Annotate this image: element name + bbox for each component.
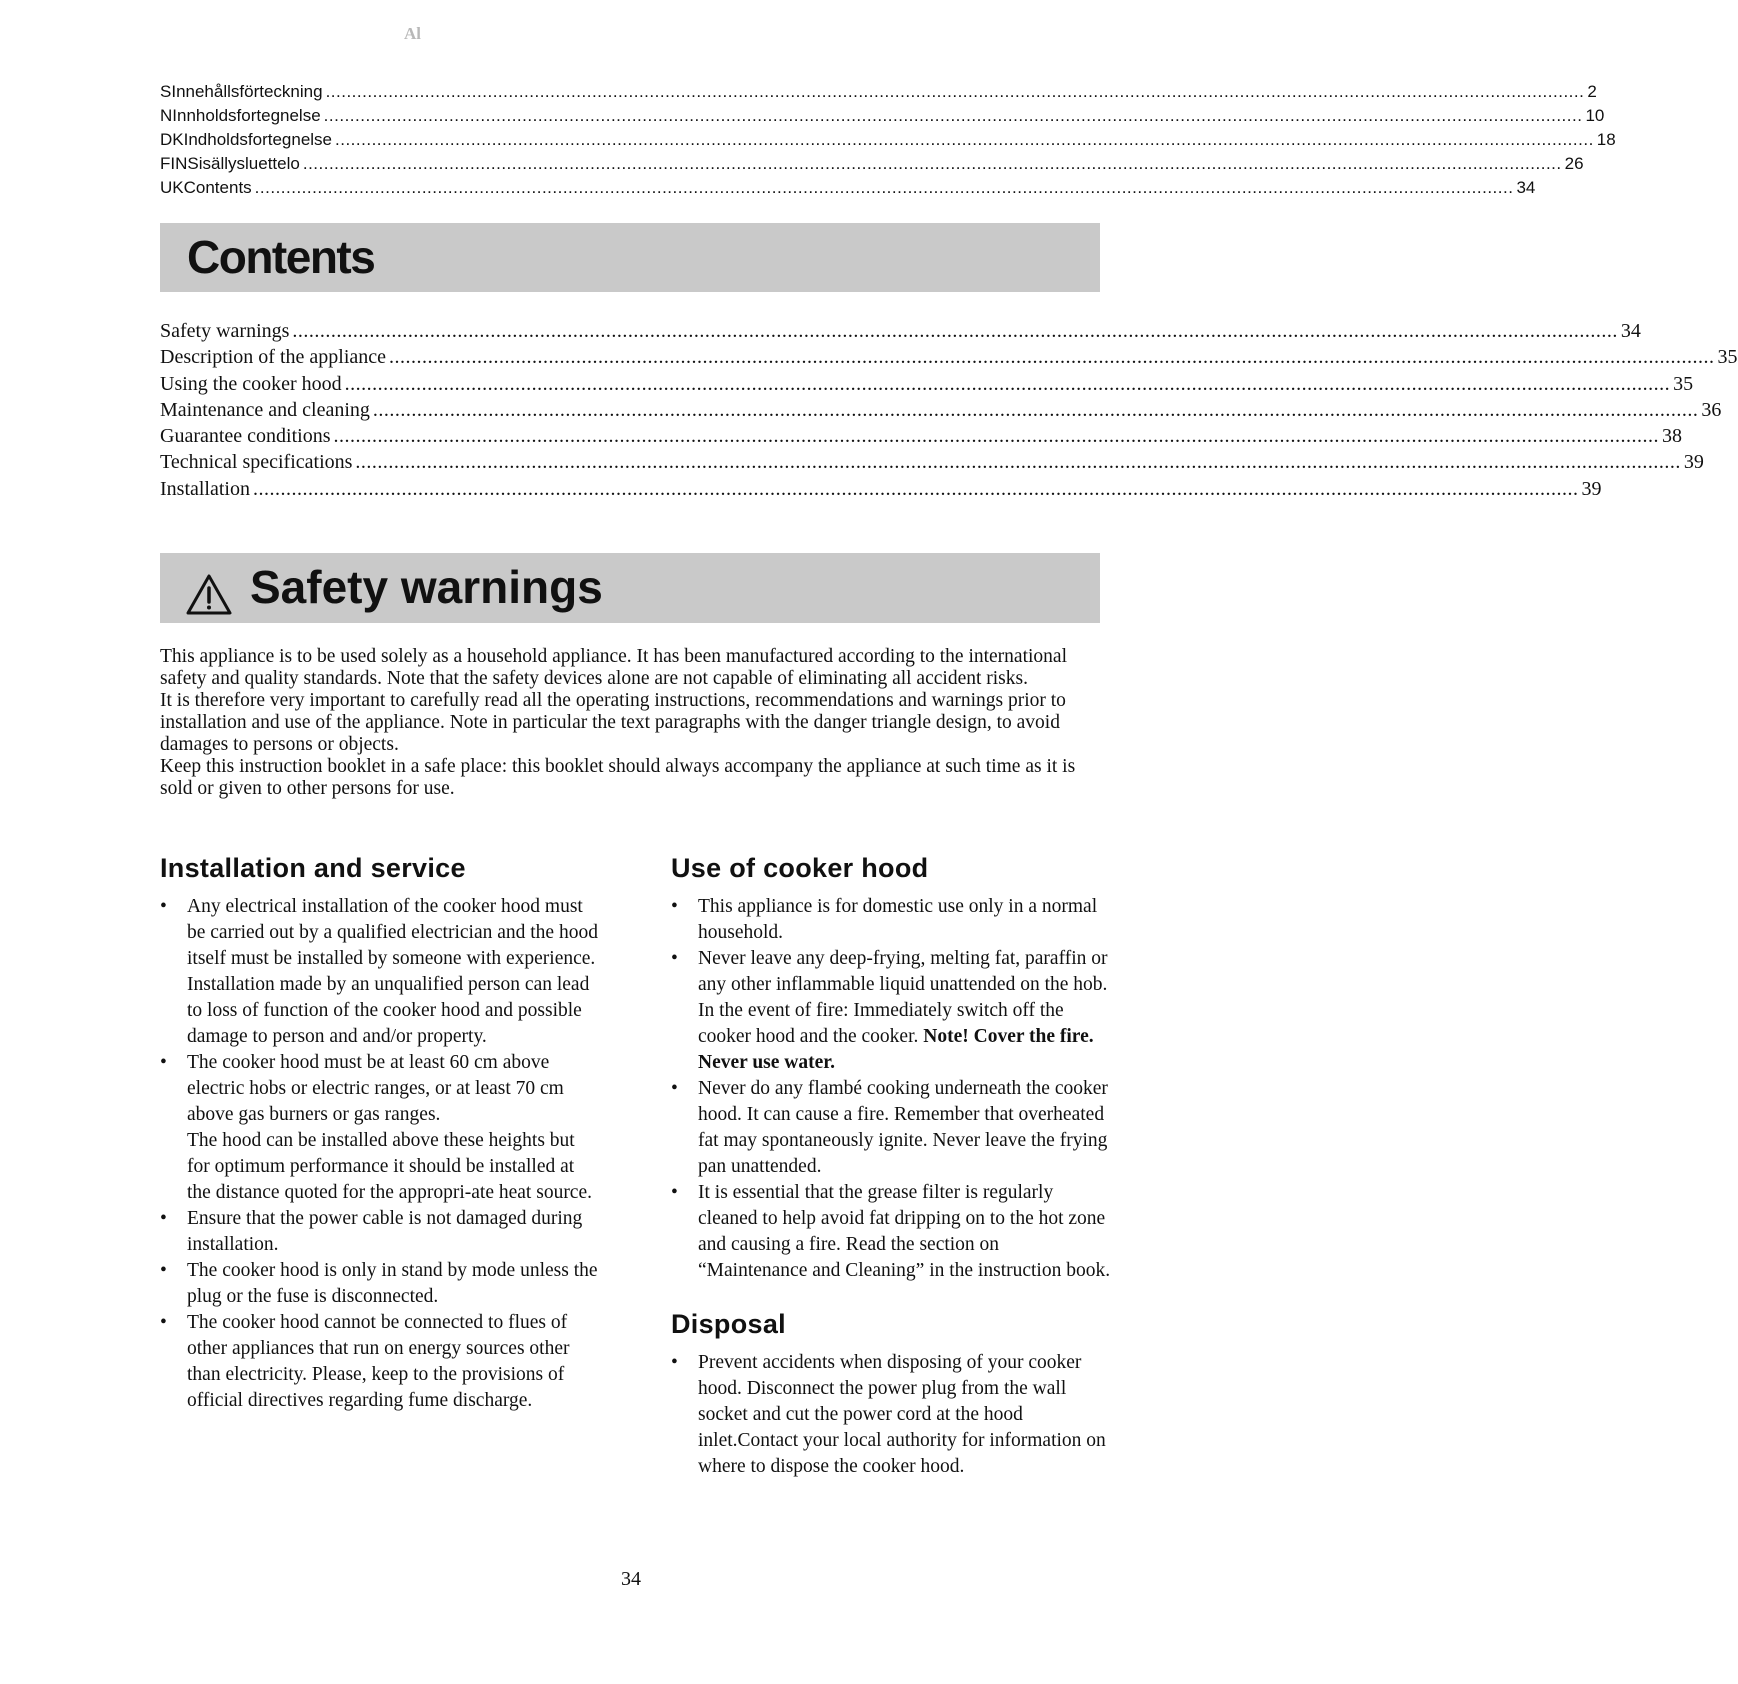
lang-title: Indholdsfortegnelse bbox=[183, 130, 333, 149]
list-item-text: Never leave any deep-frying, melting fat, paraffin or any other inflammable liquid unattended on the hob. In the event of fire: Immediately switch off the cooker hood and the cooker. bbox=[698, 948, 1108, 1047]
contents-list bbox=[160, 318, 1738, 502]
toc-row bbox=[160, 371, 1694, 397]
list-item-text: The cooker hood must be at least 60 cm above electric hobs or electric ranges, or at least 70 cm above gas burners or gas ranges. bbox=[187, 1052, 564, 1125]
list-item: • Ensure that the power cable is not damaged during installation. bbox=[160, 1206, 600, 1258]
use-cooker-hood-section bbox=[671, 850, 1111, 1480]
toc-page: 35 bbox=[1717, 346, 1738, 369]
toc-title: Maintenance and cleaning bbox=[160, 398, 370, 421]
lang-code: DK bbox=[160, 130, 184, 149]
lang-row bbox=[160, 176, 1536, 200]
toc-page: 36 bbox=[1701, 398, 1722, 421]
lang-row bbox=[160, 152, 1584, 176]
list-item bbox=[160, 1050, 600, 1206]
toc-page: 39 bbox=[1683, 451, 1704, 474]
installation-service-section bbox=[160, 850, 600, 1414]
safety-banner bbox=[160, 553, 1100, 623]
toc-title: Technical specifications bbox=[160, 451, 353, 474]
list-item-text: The hood can be installed above these heights but for optimum performance it should be installed at the distance quoted for the appropri-ate heat source. bbox=[187, 1130, 592, 1203]
toc-row bbox=[160, 476, 1602, 502]
intro-paragraph: This appliance is to be used solely as a household appliance. It has been manufactured according to the international safety and quality standards. Note that the safety devices alone are not capable of eliminating all accident risks. bbox=[160, 646, 1067, 689]
list-item: • This appliance is for domestic use only in a normal household. bbox=[671, 894, 1111, 946]
warning-triangle-icon bbox=[186, 573, 232, 615]
lang-row bbox=[160, 80, 1597, 104]
list-item: • The cooker hood cannot be connected to flues of other appliances that run on energy sources other than electricity. Please, keep to the provisions of official directives regarding fume discharge. bbox=[160, 1310, 600, 1414]
toc-row bbox=[160, 344, 1738, 370]
toc-row bbox=[160, 423, 1682, 449]
toc-row bbox=[160, 397, 1722, 423]
contents-banner bbox=[160, 223, 1100, 292]
list-item: • Any electrical installation of the cooker hood must be carried out by a qualified electrician and the hood itself must be installed by someone with experience. Installation made by an unqualified person can lead to loss of function of the cooker hood and possible damage to person and and/or property. bbox=[160, 894, 600, 1050]
toc-page: 38 bbox=[1662, 425, 1682, 448]
list-item: • The cooker hood is only in stand by mode unless the plug or the fuse is disconnected. bbox=[160, 1258, 600, 1310]
lang-code: FIN bbox=[160, 154, 188, 173]
lang-title: Innehållsförteckning bbox=[171, 82, 323, 101]
lang-code: S bbox=[160, 82, 172, 101]
lang-title: Contents bbox=[183, 178, 252, 197]
safety-intro bbox=[160, 646, 1105, 800]
lang-page: 26 bbox=[1564, 154, 1584, 173]
lang-row bbox=[160, 104, 1605, 128]
use-cooker-hood-heading: Use of cooker hood bbox=[671, 853, 929, 883]
intro-paragraph: Keep this instruction booklet in a safe place: this booklet should always accompany the appliance at such time as it is sold or given to other persons for use. bbox=[160, 756, 1076, 799]
note-text: Note! Cover the fire. Never use water. bbox=[698, 1026, 1094, 1073]
lang-code: UK bbox=[160, 178, 184, 197]
list-item: • Prevent accidents when disposing of your cooker hood. Disconnect the power plug from the wall socket and cut the power cord at the hood inlet.Contact your local authority for information on where to dispose the cooker hood. bbox=[671, 1350, 1111, 1480]
lang-row bbox=[160, 128, 1616, 152]
toc-page: 39 bbox=[1581, 477, 1602, 500]
lang-code: N bbox=[160, 106, 173, 125]
lang-title: Innholdsfortegnelse bbox=[172, 106, 321, 125]
toc-title: Using the cooker hood bbox=[160, 372, 342, 395]
lang-title: Sisällysluettelo bbox=[187, 154, 300, 173]
lang-page: 34 bbox=[1516, 178, 1536, 197]
list-item bbox=[671, 946, 1111, 1076]
toc-page: 34 bbox=[1620, 320, 1641, 342]
toc-page: 35 bbox=[1673, 372, 1694, 395]
installation-service-heading: Installation and service bbox=[160, 853, 466, 883]
intro-paragraph: It is therefore very important to carefully read all the operating instructions, recommendations and warnings prior to installation and use of the appliance. Note in particular the text paragraphs with the danger triangle design, to avoid damages to persons or objects. bbox=[160, 690, 1066, 755]
lang-page: 2 bbox=[1587, 82, 1597, 101]
list-item: • Never do any flambé cooking underneath the cooker hood. It can cause a fire. Remember that overheated fat may spontaneously ignite. Never leave the frying pan unattended. bbox=[671, 1076, 1111, 1180]
toc-title: Installation bbox=[160, 477, 250, 500]
toc-row bbox=[160, 449, 1704, 475]
language-index bbox=[160, 80, 1616, 200]
lang-page: 10 bbox=[1585, 106, 1605, 125]
toc-title: Description of the appliance bbox=[160, 346, 387, 369]
page-number: 34 bbox=[621, 1568, 641, 1590]
list-item: • It is essential that the grease filter is regularly cleaned to help avoid fat dripping on to the hot zone and causing a fire. Read the section on “Maintenance and Cleaning” in the instruction book. bbox=[671, 1180, 1111, 1284]
safety-heading: Safety warnings bbox=[250, 561, 603, 613]
toc-title: Guarantee conditions bbox=[160, 425, 331, 448]
lang-page: 18 bbox=[1596, 130, 1616, 149]
disposal-heading: Disposal bbox=[671, 1309, 786, 1339]
toc-title: Safety warnings bbox=[160, 320, 290, 342]
header-mark: Al bbox=[404, 24, 421, 43]
toc-row bbox=[160, 318, 1641, 344]
contents-heading: Contents bbox=[187, 231, 375, 283]
